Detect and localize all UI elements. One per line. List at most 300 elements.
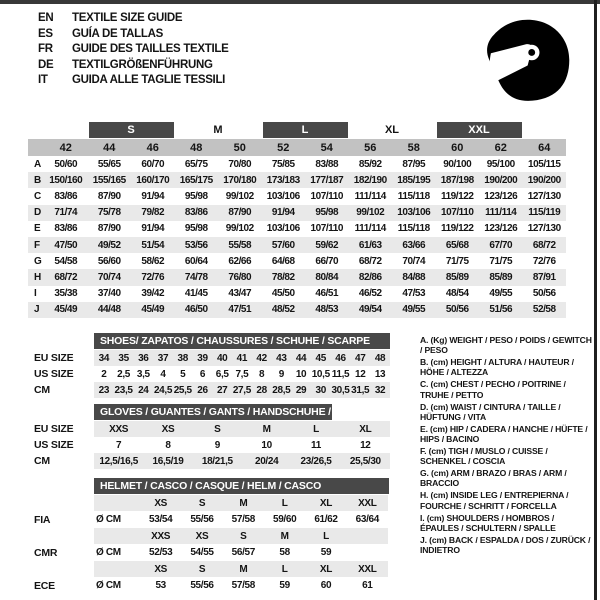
size-group-bar-l: L: [263, 122, 348, 138]
helmet-size-label: XXL: [347, 561, 388, 577]
helmet-value: 54/55: [190, 547, 214, 558]
legend-item-f: F. (cm) TIGH / MUSLO / CUISSE / SCHENKEL / COSCIA: [420, 445, 548, 467]
size-group-label-m: M: [213, 124, 223, 136]
gloves-table-row-us-size: [28, 437, 390, 453]
cell-value: 16,5/19: [143, 453, 192, 469]
size-header-cell: 44: [88, 139, 132, 156]
cell-value: 18/21,5: [193, 453, 242, 469]
measure-value: 90/100: [443, 158, 472, 170]
measure-value: 61/63: [349, 237, 393, 253]
helmet-size-label: L: [264, 495, 305, 511]
cell-value: 27: [212, 382, 232, 398]
measure-row-j: [28, 302, 566, 318]
language-code: ES: [38, 27, 53, 40]
measure-value: 190/200: [523, 172, 567, 188]
measure-value: 52/58: [523, 302, 567, 318]
measure-value: 182/190: [349, 172, 393, 188]
helmet-sizes-row-ece: [28, 561, 388, 577]
size-group-spacer: [28, 121, 88, 139]
cell-value: 24: [133, 382, 153, 398]
cell-value: 36: [133, 350, 153, 366]
size-header-spacer: [28, 139, 44, 156]
shoes-table-row-us-size: [28, 366, 390, 382]
cell-value: 12: [354, 368, 366, 380]
measure-value: 48/54: [445, 288, 469, 300]
measure-value: 91/94: [141, 223, 165, 235]
legend-item-b: B. (cm) HEIGHT / ALTURA / HAUTEUR / HÖHE / ALTEZZA: [420, 357, 574, 378]
cell-value: 43: [271, 350, 291, 366]
measure-value: 51/54: [131, 237, 175, 253]
helmet-value: 61/62: [314, 514, 338, 525]
size-group-row: [28, 121, 566, 139]
unit-spacer: [94, 561, 140, 577]
measure-value: 47/50: [44, 237, 88, 253]
cell-value: 35: [114, 350, 134, 366]
helmet-table-title: HELMET / CASCO / CASQUE / HELM / CASCO: [94, 478, 389, 494]
shoes-table-row-cm: [28, 382, 390, 398]
helmet-size-label: XS: [140, 495, 181, 511]
measure-value: 56/60: [97, 255, 121, 267]
standard-label: ECE: [34, 579, 55, 592]
measure-value: 99/102: [225, 190, 254, 202]
diameter-unit-label: Ø CM: [96, 514, 121, 525]
right-border-line: [594, 0, 597, 600]
measure-value: 70/74: [88, 269, 132, 285]
measure-value: 55/65: [97, 158, 121, 170]
shoes-table-row-eu-size: [28, 350, 390, 366]
measure-value: 64/68: [271, 255, 295, 267]
diameter-unit-label: Ø CM: [96, 580, 121, 591]
size-group-spacer: [523, 121, 567, 139]
cell-value: S: [193, 421, 242, 437]
measure-value: 46/50: [175, 302, 219, 318]
measure-value: 37/40: [97, 288, 121, 300]
measure-value: 71/74: [44, 205, 88, 221]
cell-value: 27,5: [232, 382, 252, 398]
measure-value: 43/47: [228, 288, 252, 300]
measure-letter: I: [34, 288, 37, 300]
legend-item-j: J. (cm) BACK / ESPALDA / DOS / ZURÜCK / INDIETRO: [420, 534, 591, 555]
measure-value: 187/198: [436, 172, 480, 188]
cell-value: 23: [94, 382, 114, 398]
measure-value: 87/90: [97, 190, 121, 202]
measure-row-b: [28, 172, 566, 188]
measure-row-f: [28, 237, 566, 253]
measure-value: 55/58: [218, 237, 262, 253]
measure-value: 44/48: [88, 302, 132, 318]
measure-value: 68/72: [358, 255, 382, 267]
unit-spacer: [94, 495, 140, 511]
measure-value: 103/106: [266, 190, 300, 202]
measure-value: 78/82: [262, 269, 306, 285]
measure-value: 60/70: [141, 158, 165, 170]
cell-value: 29: [291, 382, 311, 398]
helmet-size-table: [28, 495, 388, 594]
measure-value: 50/56: [436, 302, 480, 318]
measure-value: 65/75: [184, 158, 208, 170]
measure-value: 119/122: [441, 190, 474, 202]
measure-value: 49/55: [489, 288, 513, 300]
size-group-xxl: [436, 121, 523, 139]
helmet-standard-row-cmr: [28, 544, 388, 561]
language-title-list: [38, 11, 229, 89]
helmet-size-label: XS: [181, 528, 222, 544]
measure-value: 99/102: [349, 205, 393, 221]
measure-letter: D: [28, 205, 44, 221]
helmet-value: 59: [320, 547, 332, 558]
measure-value: 87/90: [97, 223, 121, 235]
guide-title-it: GUIDA ALLE TAGLIE TESSILI: [72, 74, 226, 86]
measure-value: 45/49: [44, 302, 88, 318]
cell-value: XS: [143, 421, 192, 437]
cell-value: 24,5: [153, 382, 173, 398]
measure-value: 70/74: [402, 255, 426, 267]
measure-value: 177/187: [305, 172, 349, 188]
measure-letter: G: [34, 255, 42, 267]
language-code: FR: [38, 43, 53, 55]
measure-value: 107/110: [310, 223, 343, 235]
measure-value: 170/180: [218, 172, 262, 188]
measurement-legend: [420, 335, 592, 557]
measure-value: 83/86: [175, 205, 219, 221]
measure-value: 127/130: [527, 223, 561, 235]
size-header-cell: 62: [479, 139, 523, 156]
cell-value: L: [291, 421, 340, 437]
cell-value: 40: [212, 350, 232, 366]
helmet-value: 52/53: [149, 547, 173, 558]
size-header-cell: 54: [305, 139, 349, 156]
measure-value: 95/100: [486, 158, 515, 170]
measure-value: 107/110: [310, 190, 343, 202]
measure-value: 105/115: [528, 158, 561, 170]
helmet-value: 55/56: [190, 514, 214, 525]
measure-value: 107/110: [436, 205, 480, 221]
legend-item-d: D. (cm) WAIST / CINTURA / TAILLE / HÜFTUNG / VITA: [420, 401, 561, 422]
language-code: DE: [38, 58, 54, 71]
cell-value: 8: [165, 439, 171, 451]
legend-item-a: A. (Kg) WEIGHT / PESO / POIDS / GEWITCH / PESO: [420, 335, 592, 356]
measure-value: 91/94: [262, 205, 306, 221]
cell-value: 23/26,5: [291, 453, 340, 469]
helmet-value: 63/64: [355, 514, 379, 525]
measure-value: 95/98: [184, 223, 208, 235]
measure-value: 41/45: [184, 288, 208, 300]
helmet-value: 55/56: [190, 580, 214, 591]
helmet-value: [347, 544, 388, 561]
measure-value: 58/62: [141, 255, 165, 267]
cell-value: 28,5: [271, 382, 291, 398]
legend-item-g: G. (cm) ARM / BRAZO / BRAS / ARM / BRACCIO: [420, 468, 567, 489]
legend-item-c: C. (cm) CHEST / PECHO / POITRINE / TRUHE / PETTO: [420, 379, 566, 400]
size-header-cell: 60: [436, 139, 480, 156]
cell-value: 12,5/16,5: [94, 453, 143, 469]
helmet-sizes-row-fia: [28, 495, 388, 511]
cell-value: 30,5: [331, 382, 351, 398]
cell-value: XL: [341, 421, 390, 437]
cell-value: 13: [374, 368, 386, 380]
unit-spacer: [94, 528, 140, 544]
helmet-value: 59: [279, 580, 290, 591]
guide-title-en: TEXTILE SIZE GUIDE: [72, 12, 183, 24]
measure-value: 95/98: [184, 190, 208, 202]
helmet-size-label: M: [264, 528, 305, 544]
language-row-de: [38, 58, 229, 74]
measure-value: 45/50: [271, 288, 295, 300]
measure-value: 53/56: [175, 237, 219, 253]
measure-value: 46/52: [358, 288, 382, 300]
measure-value: 83/86: [54, 190, 78, 202]
measure-value: 66/70: [315, 255, 339, 267]
language-code: IT: [38, 74, 48, 86]
size-header-cell: 42: [44, 139, 88, 156]
helmet-value: 53: [155, 580, 166, 591]
helmet-size-label: XXL: [347, 495, 388, 511]
cell-value: 31,5: [350, 382, 370, 398]
gloves-table-title: GLOVES / GUANTES / GANTS / HANDSCHUHE / GUANTI: [94, 404, 332, 420]
top-border-line: [0, 0, 600, 4]
helmet-size-label: M: [223, 495, 264, 511]
measure-value: 123/126: [484, 190, 518, 202]
measure-value: 72/76: [532, 255, 556, 267]
helmet-value: 57/58: [231, 580, 255, 591]
cell-value: 10: [261, 439, 272, 451]
cell-value: 7: [116, 439, 122, 451]
cell-value: 11: [311, 439, 321, 451]
cell-value: 2: [101, 368, 107, 380]
measure-value: 50/56: [532, 288, 556, 300]
cell-value: 37: [153, 350, 173, 366]
helmet-size-label: S: [181, 561, 222, 577]
measure-value: 54/58: [54, 255, 78, 267]
helmet-size-label: XXS: [140, 528, 181, 544]
helmet-value: 60: [320, 580, 332, 591]
guide-title-fr: GUIDE DES TAILLES TEXTILE: [72, 43, 229, 55]
guide-title-es: GUÍA DE TALLAS: [72, 27, 163, 40]
cell-value: 32: [370, 382, 390, 398]
cell-value: 48: [370, 350, 390, 366]
measure-value: 71/75: [489, 255, 513, 267]
measure-value: 83/86: [54, 223, 78, 235]
size-header-cell: 50: [218, 139, 262, 156]
cell-value: 20/24: [242, 453, 291, 469]
language-row-it: [38, 73, 229, 89]
row-label-spacer: [28, 528, 94, 544]
cell-value: 45: [311, 350, 331, 366]
helmet-size-label: XL: [305, 495, 346, 511]
measure-value: 48/52: [262, 302, 306, 318]
measure-value: 103/106: [266, 223, 300, 235]
cell-value: 9: [278, 368, 284, 380]
size-group-m: [175, 121, 262, 139]
measure-value: 57/60: [262, 237, 306, 253]
measure-value: 87/90: [218, 205, 262, 221]
cell-value: 25,5/30: [341, 453, 390, 469]
measure-value: 95/98: [305, 205, 349, 221]
size-group-bar-s: S: [89, 122, 174, 138]
row-label: US SIZE: [34, 439, 74, 451]
measure-value: 111/114: [479, 205, 523, 221]
size-group-bar-xxl: XXL: [437, 122, 522, 138]
measure-row-d: [28, 205, 566, 221]
cell-value: 47: [350, 350, 370, 366]
legend-item-e: E. (cm) HIP / CADERA / HANCHE / HÜFTE / HIPS / BACINO: [420, 423, 588, 445]
guide-title-de: TEXTILGRÖßENFÜHRUNG: [72, 58, 213, 71]
racing-helmet-icon-svg: [477, 10, 575, 108]
helmet-value: 61: [362, 580, 373, 591]
measure-value: 87/95: [402, 158, 426, 170]
measure-row-a: [28, 156, 566, 172]
cell-value: 5: [180, 368, 186, 380]
measure-value: 62/66: [228, 255, 252, 267]
language-row-fr: [38, 42, 229, 58]
cell-value: 4: [160, 368, 166, 380]
size-header-row: [28, 139, 566, 156]
legend-item-h: H. (cm) INSIDE LEG / ENTREPIERNA / FOURCHE / SCHRITT / FORCELLA: [420, 490, 569, 511]
helmet-standard-row-ece: [28, 577, 388, 594]
row-label: EU SIZE: [34, 352, 74, 364]
measure-value: 115/119: [523, 205, 567, 221]
legend-item-i: I. (cm) SHOULDERS / HOMBROS / ÉPAULES / SCHULTERN / SPALLE: [420, 512, 556, 533]
measure-value: 85/89: [479, 269, 523, 285]
cell-value: 12: [360, 439, 371, 451]
cell-value: 41: [232, 350, 252, 366]
measure-letter: A: [34, 158, 41, 170]
helmet-sizes-row-cmr: [28, 528, 388, 544]
measure-value: 71/75: [445, 255, 469, 267]
shoes-size-table: [28, 350, 390, 398]
measure-value: 160/170: [131, 172, 175, 188]
measure-value: 185/195: [392, 172, 436, 188]
measure-value: 80/84: [305, 269, 349, 285]
measure-value: 111/114: [354, 190, 386, 202]
standard-label: FIA: [34, 513, 51, 526]
helmet-size-label: L: [305, 528, 346, 544]
measure-value: 63/66: [392, 237, 436, 253]
helmet-size-label: S: [223, 528, 264, 544]
measure-value: 47/53: [402, 288, 426, 300]
size-header-cell: 46: [131, 139, 175, 156]
measure-value: 70/80: [228, 158, 252, 170]
helmet-size-label: XL: [305, 561, 346, 577]
measure-value: 75/78: [88, 205, 132, 221]
row-label: US SIZE: [34, 368, 74, 380]
measure-value: 39/42: [141, 288, 165, 300]
cell-value: 39: [193, 350, 213, 366]
row-label-spacer: [28, 561, 94, 577]
size-group-label-xl: XL: [384, 124, 400, 136]
measure-value: 165/175: [175, 172, 219, 188]
measure-value: 85/89: [436, 269, 480, 285]
measure-letter: E: [34, 223, 41, 235]
measure-value: 103/106: [392, 205, 436, 221]
measure-value: 49/54: [349, 302, 393, 318]
racing-helmet-icon: [477, 10, 575, 108]
cell-value: 28: [252, 382, 272, 398]
measure-value: 83/88: [315, 158, 339, 170]
cell-value: 30: [311, 382, 331, 398]
measure-value: 155/165: [88, 172, 132, 188]
size-group-l: [262, 121, 349, 139]
helmet-value: 58: [279, 547, 290, 558]
cell-value: 42: [252, 350, 272, 366]
measure-letter: H: [28, 269, 44, 285]
measure-row-g: [28, 253, 566, 269]
size-group-xl: [349, 121, 436, 139]
measure-value: 49/55: [392, 302, 436, 318]
cell-value: 10: [295, 368, 307, 380]
size-header-cell: 64: [523, 139, 567, 156]
measure-row-h: [28, 269, 566, 285]
size-header-cell: 58: [392, 139, 436, 156]
measure-letter: F: [28, 237, 44, 253]
measure-value: 87/91: [523, 269, 567, 285]
size-group-s: [88, 121, 175, 139]
cell-value: 11,5: [331, 368, 350, 380]
helmet-size-label: M: [223, 561, 264, 577]
helmet-value: 56/57: [231, 547, 255, 558]
measure-row-i: [28, 286, 566, 302]
measure-value: 119/122: [441, 223, 474, 235]
measure-value: 68/72: [44, 269, 88, 285]
row-label: CM: [34, 384, 50, 396]
measure-value: 115/118: [397, 190, 430, 202]
measure-value: 150/160: [44, 172, 88, 188]
helmet-value: 57/58: [231, 514, 255, 525]
measure-value: 173/183: [262, 172, 306, 188]
language-row-es: [38, 27, 229, 43]
measure-value: 111/114: [354, 223, 386, 235]
measure-value: 51/56: [479, 302, 523, 318]
measure-row-c: [28, 188, 566, 204]
size-header-cell: 48: [175, 139, 219, 156]
textile-size-table: [28, 121, 566, 318]
measure-value: 84/88: [392, 269, 436, 285]
size-header-cell: 56: [349, 139, 393, 156]
gloves-table-row-cm: [28, 453, 390, 469]
cell-value: 34: [94, 350, 114, 366]
helmet-size-label: S: [181, 495, 222, 511]
measure-value: 76/80: [218, 269, 262, 285]
cell-value: 25,5: [173, 382, 193, 398]
cell-value: M: [242, 421, 291, 437]
measure-value: 68/72: [523, 237, 567, 253]
measure-value: 91/94: [141, 190, 165, 202]
measure-value: 190/200: [479, 172, 523, 188]
measure-value: 79/82: [131, 205, 175, 221]
helmet-value: 59/60: [273, 514, 297, 525]
cell-value: 23,5: [114, 382, 134, 398]
measure-value: 72/76: [131, 269, 175, 285]
measure-value: 74/78: [175, 269, 219, 285]
row-label: CM: [34, 455, 50, 467]
helmet-value: 53/54: [149, 514, 173, 525]
cell-value: 26: [193, 382, 213, 398]
gloves-table-row-eu-size: [28, 421, 390, 437]
measure-value: 49/52: [88, 237, 132, 253]
measure-value: 123/126: [484, 223, 518, 235]
cell-value: 44: [291, 350, 311, 366]
standard-label: CMR: [34, 546, 58, 559]
cell-value: 46: [331, 350, 351, 366]
measure-value: 82/86: [349, 269, 393, 285]
shoes-table-title: SHOES/ ZAPATOS / CHAUSSURES / SCHUHE / SCARPE: [94, 333, 390, 349]
measure-value: 60/64: [184, 255, 208, 267]
helmet-size-label: XS: [140, 561, 181, 577]
measure-value: 65/68: [436, 237, 480, 253]
gloves-size-table: [28, 421, 390, 469]
cell-value: 2,5: [117, 368, 130, 380]
cell-value: 38: [173, 350, 193, 366]
